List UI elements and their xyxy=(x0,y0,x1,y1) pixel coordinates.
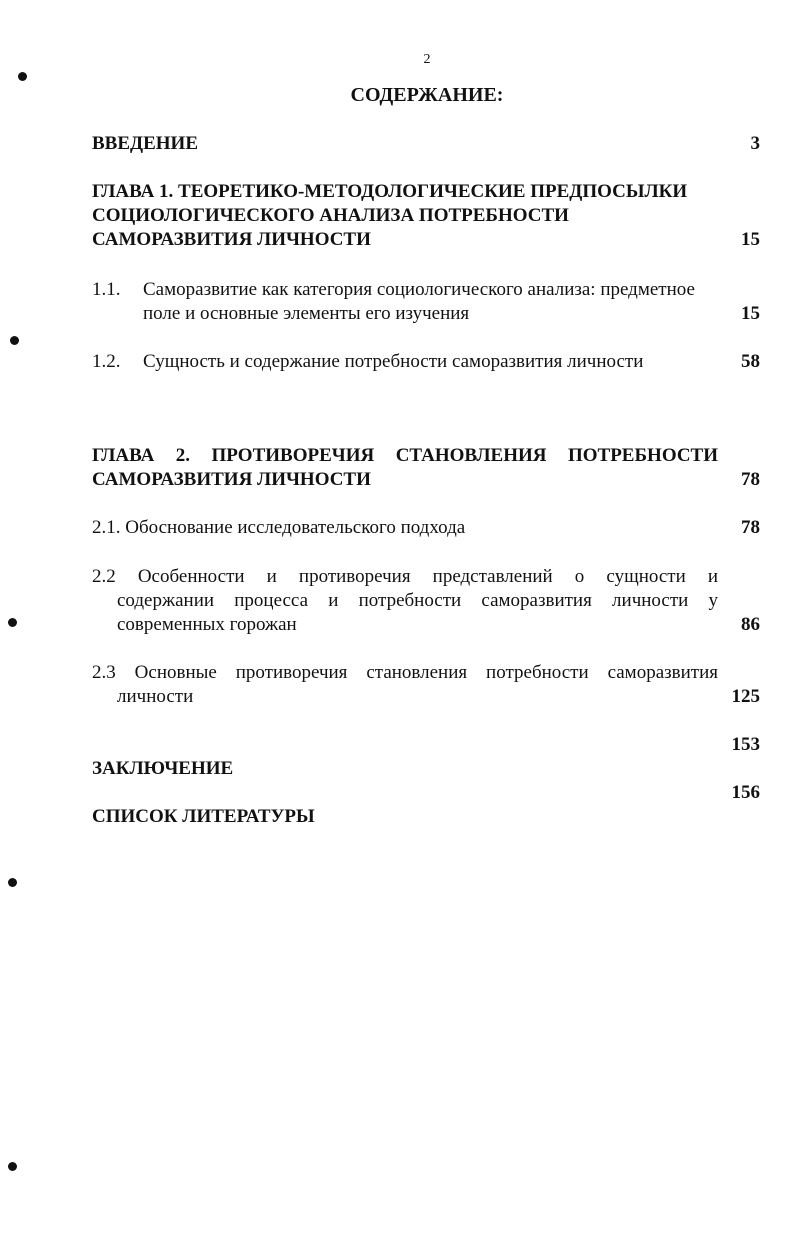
toc-section-line: Саморазвитие как категория социологического анализа: предметное xyxy=(143,279,695,300)
toc-section-line: 2.3 Основные противоречия становления потребности саморазвития xyxy=(92,662,718,683)
toc-section-line: содержании процесса и потребности саморазвития личности у xyxy=(117,590,718,611)
toc-entry-chapter-2[interactable] xyxy=(92,444,718,492)
binder-hole-mark xyxy=(8,1162,17,1171)
toc-entry-section-2-1[interactable]: 2.1. Обоснование исследовательского подхода xyxy=(92,517,466,538)
toc-page-chapter-1: 15 xyxy=(741,229,760,250)
toc-section-line: личности xyxy=(117,686,194,707)
toc-entry-intro[interactable]: ВВЕДЕНИЕ xyxy=(92,133,198,154)
toc-section-line: современных горожан xyxy=(117,614,297,635)
toc-chapter-1-line: СОЦИОЛОГИЧЕСКОГО АНАЛИЗА ПОТРЕБНОСТИ xyxy=(92,205,569,226)
toc-chapter-1-line: САМОРАЗВИТИЯ ЛИЧНОСТИ xyxy=(92,229,371,250)
toc-entry-conclusion[interactable]: ЗАКЛЮЧЕНИЕ xyxy=(92,758,234,779)
toc-page-conclusion: 153 xyxy=(731,734,760,755)
toc-page-intro: 3 xyxy=(750,133,760,154)
toc-entry-section-1-2[interactable]: Сущность и содержание потребности саморазвития личности xyxy=(143,351,644,372)
toc-section-number: 1.1. xyxy=(92,279,121,300)
toc-entry-section-2-3[interactable] xyxy=(92,661,718,709)
toc-page-chapter-2: 78 xyxy=(741,469,760,490)
toc-section-number: 1.2. xyxy=(92,351,121,372)
toc-page-bibliography: 156 xyxy=(731,782,760,803)
binder-hole-mark xyxy=(8,618,17,627)
toc-entry-section-2-2[interactable] xyxy=(92,565,718,637)
toc-section-line: 2.2 Особенности и противоречия представлений о сущности и xyxy=(92,566,718,587)
binder-hole-mark xyxy=(18,72,27,81)
toc-page-section-2-2: 86 xyxy=(741,614,760,635)
toc-section-line: поле и основные элементы его изучения xyxy=(143,303,470,324)
toc-page-section-2-1: 78 xyxy=(741,517,760,538)
toc-chapter-2-line: САМОРАЗВИТИЯ ЛИЧНОСТИ xyxy=(92,469,371,490)
toc-chapter-1-line: ГЛАВА 1. ТЕОРЕТИКО-МЕТОДОЛОГИЧЕСКИЕ ПРЕДПОСЫЛКИ xyxy=(92,181,688,202)
toc-page-section-1-2: 58 xyxy=(741,351,760,372)
page-title: СОДЕРЖАНИЕ: xyxy=(350,84,504,106)
toc-page-section-2-3: 125 xyxy=(731,686,760,707)
toc-entry-bibliography[interactable]: СПИСОК ЛИТЕРАТУРЫ xyxy=(92,806,315,827)
toc-page-section-1-1: 15 xyxy=(741,303,760,324)
binder-hole-mark xyxy=(10,336,19,345)
binder-hole-mark xyxy=(8,878,17,887)
toc-entry-chapter-1[interactable] xyxy=(92,180,732,252)
toc-entry-section-1-1[interactable] xyxy=(143,278,723,326)
toc-chapter-2-line: ГЛАВА 2. ПРОТИВОРЕЧИЯ СТАНОВЛЕНИЯ ПОТРЕБНОСТИ xyxy=(92,445,718,466)
page-number: 2 xyxy=(423,52,431,67)
